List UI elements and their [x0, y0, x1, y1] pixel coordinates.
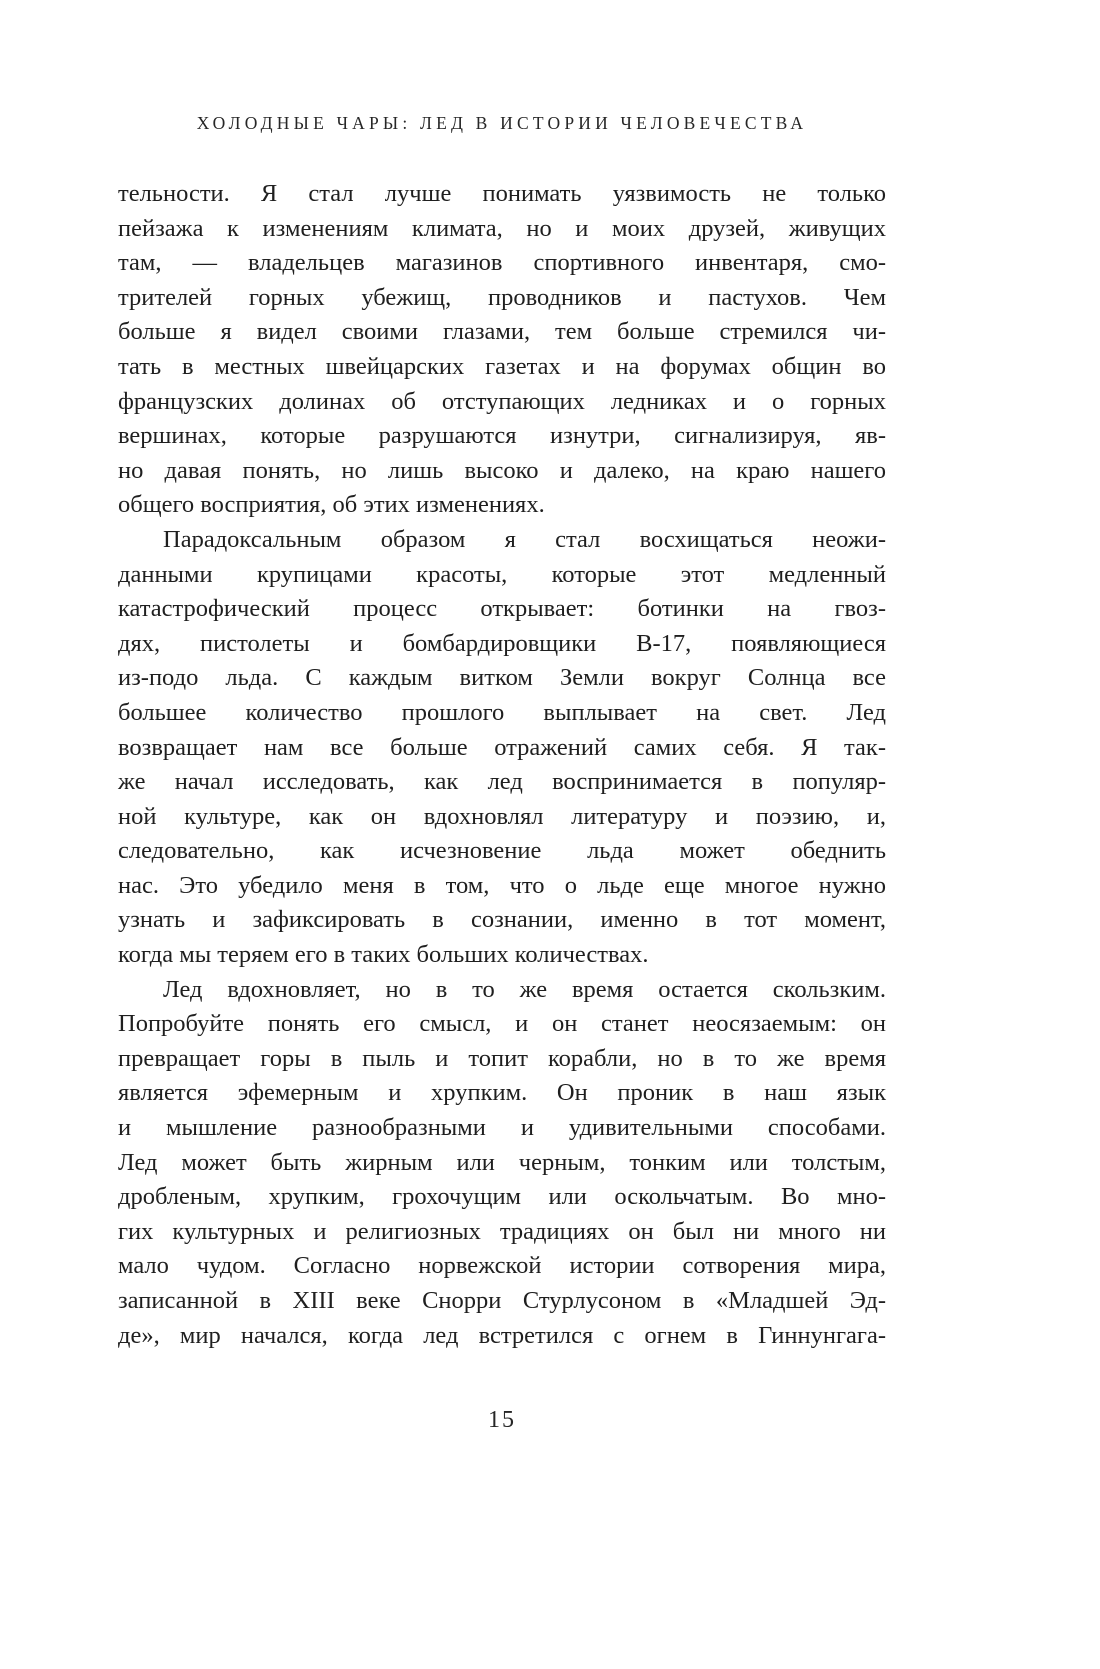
- text-line: Лед вдохновляет, но в то же время остается скользким.: [163, 975, 886, 1003]
- page-number: 15: [488, 1407, 516, 1434]
- text-line: тельности. Я стал лучше понимать уязвимость не только: [118, 180, 886, 207]
- text-line: больше я видел своими глазами, тем больше стремился чи-: [118, 318, 886, 346]
- text-line: де», мир начался, когда лед встретился с огнем в Гиннунгага-: [118, 1321, 886, 1349]
- text-line: записанной в XIII веке Снорри Стурлусоном в «Младшей Эд-: [118, 1287, 886, 1314]
- text-line: и мышление разнообразными и удивительными способами.: [118, 1114, 886, 1142]
- text-block: [118, 177, 886, 1353]
- text-line: из-подо льда. С каждым витком Земли вокруг Солнца все: [118, 664, 886, 692]
- text-line: нас. Это убедило меня в том, что о льде еще многое нужно: [118, 871, 886, 899]
- text-line: мало чудом. Согласно норвежской истории сотворения мира,: [118, 1252, 886, 1280]
- paragraph: [118, 177, 886, 523]
- text-line: дробленым, хрупким, грохочущим или оскольчатым. Во мно-: [118, 1183, 886, 1211]
- text-line: пейзажа к изменениям климата, но и моих друзей, живущих: [118, 214, 886, 242]
- paragraph: [118, 973, 886, 1354]
- text-line: ной культуре, как он вдохновлял литературу и поэзию, и,: [118, 802, 886, 830]
- text-line: данными крупицами красоты, которые этот медленный: [118, 560, 886, 588]
- text-line: но давая понять, но лишь высоко и далеко, на краю нашего: [118, 456, 886, 484]
- text-line: гих культурных и религиозных традициях он был ни много ни: [118, 1217, 886, 1245]
- text-line: же начал исследовать, как лед воспринимается в популяр-: [118, 768, 886, 796]
- text-line: Лед может быть жирным или черным, тонким или толстым,: [118, 1148, 886, 1176]
- text-line: узнать и зафиксировать в сознании, именно в тот момент,: [118, 906, 886, 934]
- text-line: там, — владельцев магазинов спортивного инвентаря, смо-: [118, 249, 886, 277]
- text-line: трителей горных убежищ, проводников и пастухов. Чем: [118, 283, 886, 311]
- text-line: следовательно, как исчезновение льда может обеднить: [118, 837, 886, 865]
- text-line: дях, пистолеты и бомбардировщики B-17, появляющиеся: [118, 629, 886, 657]
- text-line: Парадоксальным образом я стал восхищаться неожи-: [163, 525, 886, 553]
- text-line: возвращает нам все больше отражений самих себя. Я так-: [118, 733, 886, 761]
- paragraph: [118, 523, 886, 973]
- running-header: ХОЛОДНЫЕ ЧАРЫ: ЛЕД В ИСТОРИИ ЧЕЛОВЕЧЕСТВА: [196, 113, 808, 133]
- text-line: превращает горы в пыль и топит корабли, но в то же время: [118, 1044, 886, 1072]
- text-line: Попробуйте понять его смысл, и он станет неосязаемым: он: [118, 1010, 886, 1038]
- text-line: является эфемерным и хрупким. Он проник в наш язык: [118, 1079, 886, 1107]
- text-line: катастрофический процесс открывает: ботинки на гвоз-: [118, 595, 886, 623]
- text-line: французских долинах об отступающих ледниках и о горных: [118, 387, 886, 415]
- text-line: общего восприятия, об этих изменениях.: [118, 491, 545, 519]
- text-line: тать в местных швейцарских газетах и на форумах общин во: [118, 352, 886, 380]
- book-page: [118, 0, 886, 1669]
- text-line: вершинах, которые разрушаются изнутри, сигнализируя, яв-: [118, 422, 886, 450]
- text-line: большее количество прошлого выплывает на свет. Лед: [118, 698, 886, 726]
- text-line: когда мы теряем его в таких больших количествах.: [118, 941, 649, 969]
